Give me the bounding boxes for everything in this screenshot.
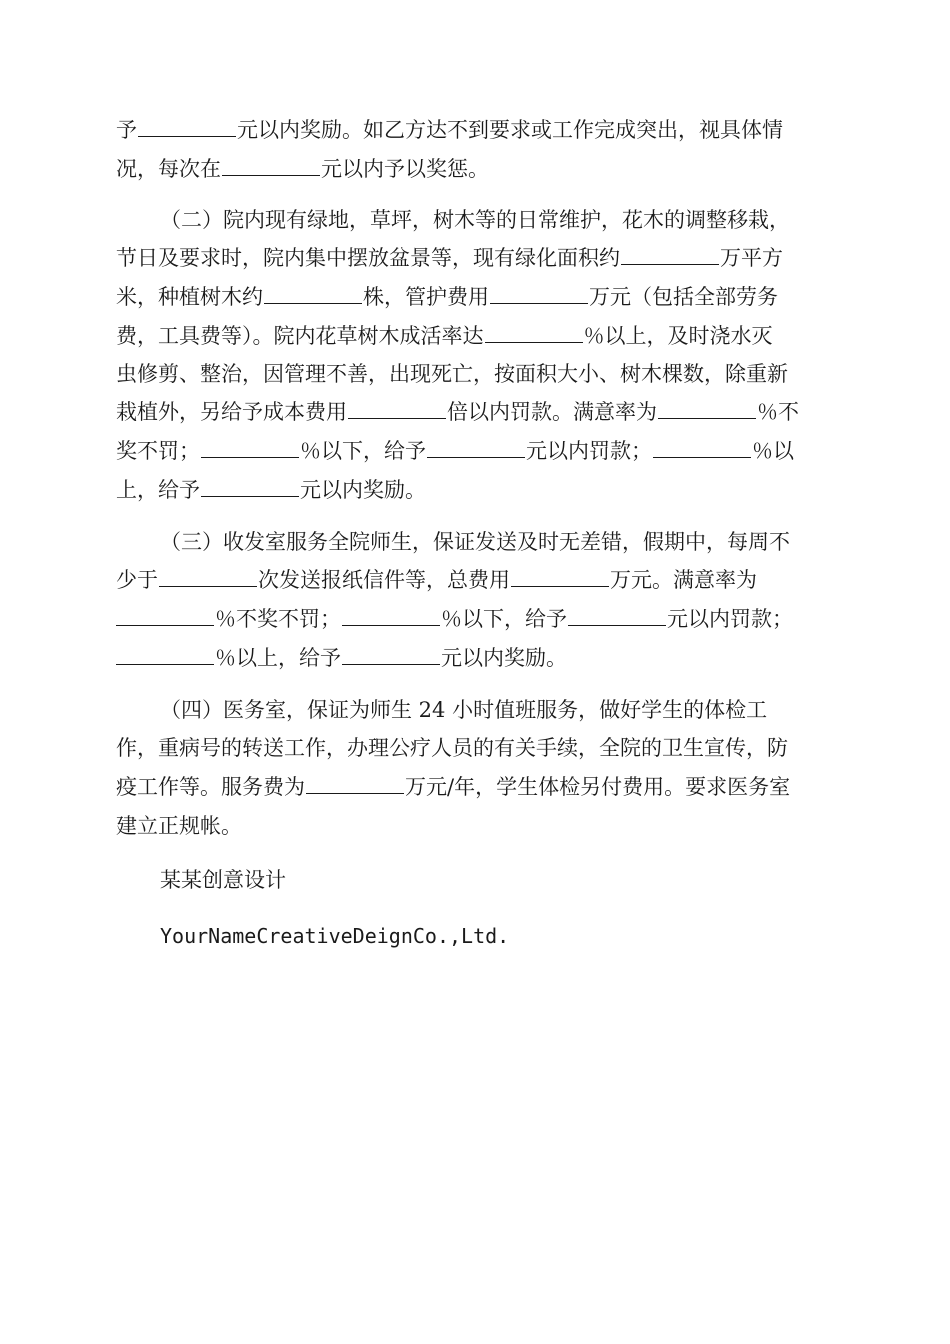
p4-line-4 <box>116 814 242 840</box>
p2-line-5 <box>116 362 788 388</box>
p2-line-7 <box>116 439 794 465</box>
fill-blank[interactable] <box>138 118 236 137</box>
p3-line-2 <box>116 568 757 594</box>
text: ％以上，及时浇水灭 <box>583 324 773 348</box>
text: 费，工具费等）。院内花草树木成活率达 <box>116 324 484 348</box>
p2-line-2 <box>116 246 783 272</box>
fill-blank[interactable] <box>348 400 446 419</box>
text: 况，每次在 <box>116 157 221 181</box>
text: ％以上，给予 <box>215 646 341 670</box>
text: 元以内罚款； <box>667 607 793 631</box>
fill-blank[interactable] <box>342 646 440 665</box>
text: 万元。满意率为 <box>610 568 757 592</box>
text: （二）院内现有绿地，草坪，树木等的日常维护，花木的调整移栽， <box>160 208 790 232</box>
fill-blank[interactable] <box>568 607 666 626</box>
text: 元以内奖励。 <box>441 646 567 670</box>
text: （三）收发室服务全院师生，保证发送及时无差错，假期中，每周不 <box>160 530 790 554</box>
p3-line-1 <box>160 530 790 556</box>
text: 虫修剪、整治，因管理不善，出现死亡，按面积大小、树木棵数，除重新 <box>116 362 788 386</box>
text: 予 <box>116 118 137 142</box>
text: 元以内罚款； <box>526 439 652 463</box>
p3-line-4 <box>116 646 567 672</box>
text: 上，给予 <box>116 478 200 502</box>
text: （四）医务室，保证为师生 24 小时值班服务，做好学生的体检工 <box>160 698 768 722</box>
p2-line-4 <box>116 324 773 350</box>
text: 元以内奖励。 <box>300 478 426 502</box>
fill-blank[interactable] <box>511 568 609 587</box>
text: 节日及要求时，院内集中摆放盆景等，现有绿化面积约 <box>116 246 620 270</box>
text: 米，种植树木约 <box>116 285 263 309</box>
fill-blank[interactable] <box>490 285 588 304</box>
text: 奖不罚； <box>116 439 200 463</box>
text: 栽植外，另给予成本费用 <box>116 400 347 424</box>
company-name-en: YourNameCreativeDeignCo.,Ltd. <box>160 924 510 948</box>
fill-blank[interactable] <box>159 568 257 587</box>
p3-line-3 <box>116 607 793 633</box>
fill-blank[interactable] <box>621 246 719 265</box>
p2-line-6 <box>116 400 799 426</box>
p2-line-1 <box>160 208 790 234</box>
text: 次发送报纸信件等，总费用 <box>258 568 510 592</box>
text: 作，重病号的转送工作，办理公疗人员的有关手续，全院的卫生宣传，防 <box>116 736 788 760</box>
text: 元以内奖励。如乙方达不到要求或工作完成突出，视具体情 <box>237 118 783 142</box>
fill-blank[interactable] <box>264 285 362 304</box>
text: ％以下，给予 <box>441 607 567 631</box>
text: 少于 <box>116 568 158 592</box>
p4-line-1 <box>160 698 767 724</box>
fill-blank[interactable] <box>116 607 214 626</box>
text: 元以内予以奖惩。 <box>321 157 489 181</box>
p1-line-2 <box>116 157 489 183</box>
text: 倍以内罚款。满意率为 <box>447 400 657 424</box>
text: ％不奖不罚； <box>215 607 341 631</box>
fill-blank[interactable] <box>427 439 525 458</box>
fill-blank[interactable] <box>201 478 299 497</box>
fill-blank[interactable] <box>653 439 751 458</box>
text: 株，管护费用 <box>363 285 489 309</box>
fill-blank[interactable] <box>201 439 299 458</box>
text: 疫工作等。服务费为 <box>116 775 305 799</box>
p4-line-2 <box>116 736 788 762</box>
p2-line-8 <box>116 478 426 504</box>
company-name-cn: 某某创意设计 <box>160 868 286 892</box>
p2-line-3 <box>116 285 778 311</box>
fill-blank[interactable] <box>342 607 440 626</box>
text: 万元（包括全部劳务 <box>589 285 778 309</box>
p1-line-1 <box>116 118 783 144</box>
fill-blank[interactable] <box>658 400 756 419</box>
fill-blank[interactable] <box>222 157 320 176</box>
fill-blank[interactable] <box>306 775 404 794</box>
text: ％以 <box>752 439 794 463</box>
p4-line-3 <box>116 775 790 801</box>
text: ％以下，给予 <box>300 439 426 463</box>
text: 建立正规帐。 <box>116 814 242 838</box>
text: 万平方 <box>720 246 783 270</box>
fill-blank[interactable] <box>485 324 583 343</box>
text: ％不 <box>757 400 799 424</box>
text: 万元/年，学生体检另付费用。要求医务室 <box>405 775 791 799</box>
fill-blank[interactable] <box>116 646 214 665</box>
